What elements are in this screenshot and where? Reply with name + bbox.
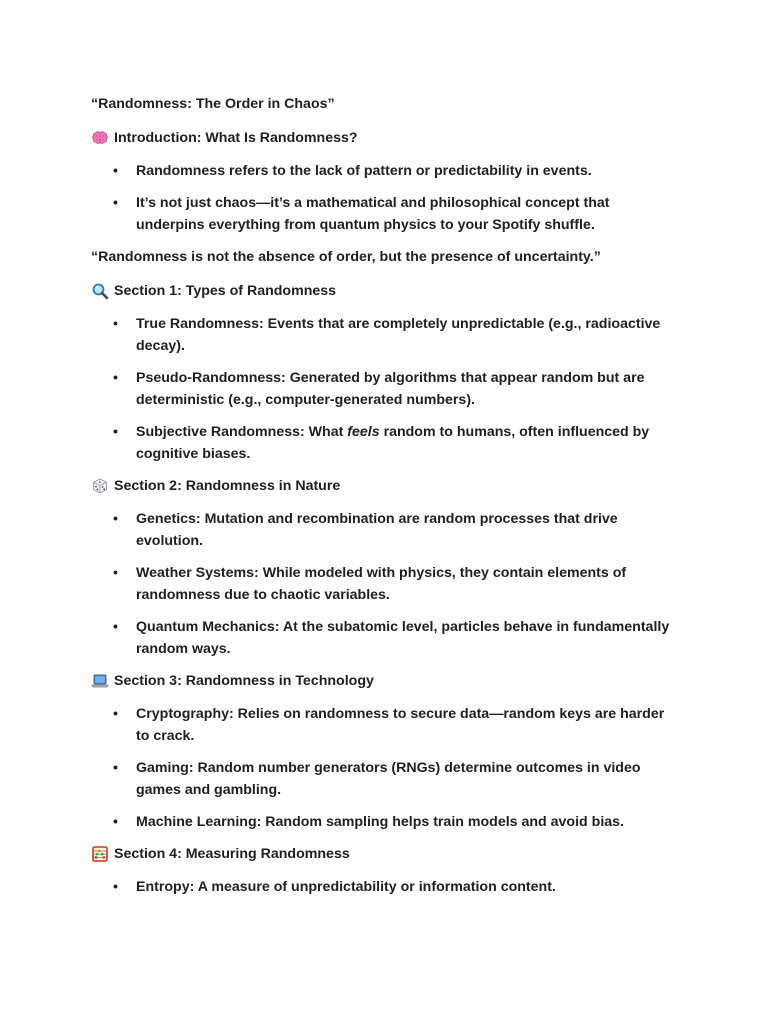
list-item: • Randomness refers to the lack of pattern or predictability in events. — [91, 160, 680, 182]
list-item: • Cryptography: Relies on randomness to secure data—random keys are harder to crack. — [91, 703, 680, 747]
section-4-list — [91, 876, 680, 898]
brain-icon — [91, 129, 109, 147]
list-item: • Pseudo-Randomness: Generated by algorithms that appear random but are deterministic (e.g., computer-generated numbers). — [91, 367, 680, 411]
list-item: • Machine Learning: Random sampling helps train models and avoid bias. — [91, 811, 680, 833]
subjective-emphasis: feels — [347, 424, 380, 440]
intro-heading-text: Introduction: What Is Randomness? — [114, 130, 358, 146]
subjective-text-before: Subjective Randomness: What — [136, 424, 348, 440]
section-4-heading — [91, 843, 680, 865]
section-3-heading — [91, 670, 680, 692]
section-4-heading-text: Section 4: Measuring Randomness — [114, 846, 350, 862]
die-icon — [91, 477, 109, 495]
list-item: • Genetics: Mutation and recombination are random processes that drive evolution. — [91, 508, 680, 552]
section-1-heading — [91, 280, 680, 302]
list-item: • True Randomness: Events that are completely unpredictable (e.g., radioactive decay). — [91, 313, 680, 357]
list-item: • It’s not just chaos—it’s a mathematical and philosophical concept that underpins everything from quantum physics to your Spotify shuffle. — [91, 192, 680, 236]
section-1-list — [91, 313, 680, 465]
list-item: • Gaming: Random number generators (RNGs) determine outcomes in video games and gambling. — [91, 757, 680, 801]
list-item: • Quantum Mechanics: At the subatomic level, particles behave in fundamentally random ways. — [91, 616, 680, 660]
section-3-list — [91, 703, 680, 833]
quote: “Randomness is not the absence of order, but the presence of uncertainty.” — [91, 249, 601, 265]
list-item: • Weather Systems: While modeled with physics, they contain elements of randomness due to chaotic variables. — [91, 562, 680, 606]
section-2-heading-text: Section 2: Randomness in Nature — [114, 478, 341, 494]
list-item — [91, 421, 680, 465]
document-title: “Randomness: The Order in Chaos” — [91, 96, 335, 112]
abacus-icon — [91, 845, 109, 863]
laptop-icon — [91, 672, 109, 690]
list-item: • Entropy: A measure of unpredictability or information content. — [91, 876, 680, 898]
section-2-list — [91, 508, 680, 660]
magnifying-glass-icon — [91, 282, 109, 300]
section-3-heading-text: Section 3: Randomness in Technology — [114, 673, 374, 689]
section-2-heading — [91, 475, 680, 497]
intro-heading — [91, 127, 680, 149]
intro-list — [91, 160, 680, 236]
subjective-text-after: random to humans, often influenced by cognitive biases. — [136, 424, 650, 462]
section-1-heading-text: Section 1: Types of Randomness — [114, 283, 337, 299]
